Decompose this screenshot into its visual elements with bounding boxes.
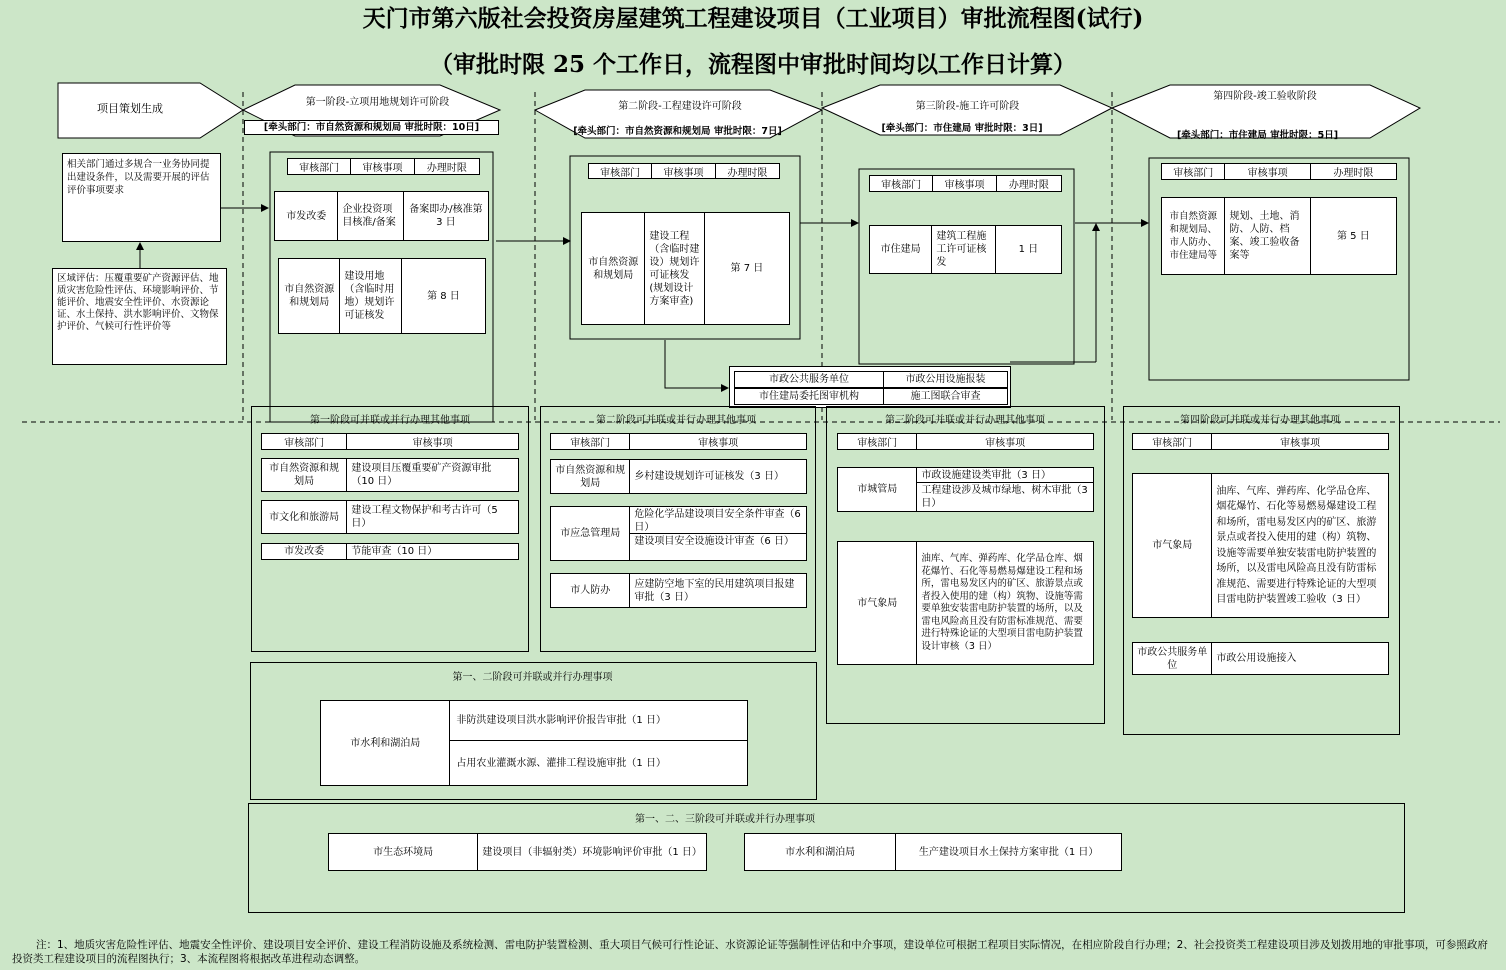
table-row: 市应急管理局 危险化学品建设项目安全条件审查（6 日） 建设项目安全设施设计审查（6 日） — [550, 506, 807, 561]
stage2-name: 第二阶段-工程建设许可阶段 — [618, 101, 742, 112]
table-row: 市自然资源和规划局 乡村建设规划许可证核发（3 日） — [550, 459, 807, 494]
stage1-row: 市自然资源和规划局 建设用地（含临时用地）规划许可证核发 第 8 日 — [278, 258, 486, 334]
stage12-title: 第一、二阶段可并联或并行办理事项 — [452, 672, 613, 683]
table-row: 市城管局 市政设施建设类审批（3 日） 工程建设涉及城市绿地、树木审批（3 日） — [837, 467, 1094, 512]
stage3-row: 市住建局 建筑工程施工许可证核发 1 日 — [869, 225, 1062, 274]
stage4-row: 市自然资源和规划局、市人防办、市住建局等 规划、土地、消防、人防、档案、竣工验收备案等 第 5 日 — [1161, 197, 1397, 275]
footnote: 注：1、地质灾害危险性评估、地震安全性评价、建设项目安全评价、建设工程消防设施及系统检测、雷电防护装置检测、重大项目气候可行性论证、水资源论证等强制性评估和中介事项，建设单位可根据工程项目实际情况，在相应阶段自行办理；2、社会投资类工程建设项目涉及划拨用地的审批事项，可参照政府投资类工程建设项目的流程图执行；3、本流程图将根据改革进程动态调整。 — [12, 939, 1488, 965]
table-row: 市气象局 油库、气库、弹药库、化学品仓库、烟花爆竹、石化等易燃易爆建设工程和场所，雷电易发区内的矿区、旅游景点或者投入使用的建（构）筑物、设施等需要单独安装雷电防护装置的场所，以及雷电风险高且没有防雷标准规范、需要进行特殊论证的大型项目雷电防护装置设计审核（3 日） — [837, 541, 1094, 665]
stage1-row: 市发改委 企业投资项目核准/备案 备案即办/核准第 3 日 — [274, 191, 489, 241]
parallel-panel-4-title: 第四阶段可并联或并行办理其他事项 — [1180, 415, 1340, 426]
stage3-lead: [牵头部门：市住建局 审批时限：3日] — [881, 123, 1043, 134]
stage3-header: 审核部门 审核事项 办理时限 — [869, 175, 1062, 192]
parallel-3-header: 审核部门 审核事项 — [837, 433, 1094, 450]
public-service-box: 市政公共服务单位 市政公用设施报装 市住建局委托图审机构 施工图联合审查 — [729, 366, 1011, 408]
parallel-1-header: 审核部门 审核事项 — [261, 433, 519, 450]
regional-assessment: 区域评估：压覆重要矿产资源评估、地质灾害危险性评估、环境影响评价、节能评价、地震安全性评价、水资源论证、水土保持、洪水影响评价、文物保护评价、气候可行性评价等 — [52, 268, 227, 365]
parallel-panel-2-title: 第二阶段可并联或并行办理其他事项 — [596, 415, 756, 426]
stage3-name: 第三阶段-施工许可阶段 — [915, 101, 1020, 112]
stage2-lead: [牵头部门：市自然资源和规划局 审批时限：7日] — [573, 126, 782, 137]
table-row: 市文化和旅游局 建设工程文物保护和考古许可（5 日） — [261, 500, 519, 534]
parallel-panel-3-title: 第三阶段可并联或并行办理其他事项 — [885, 415, 1045, 426]
stage1-header: 审核部门 审核事项 办理时限 — [287, 158, 480, 175]
table-row: 市政公共服务单位 市政公用设施接入 — [1132, 642, 1389, 675]
table-row: 市水利和湖泊局 生产建设项目水土保持方案审批（1 日） — [744, 833, 1122, 871]
planning-label: 项目策划生成 — [97, 102, 163, 115]
table-row: 市生态环境局 建设项目（非辐射类）环境影响评价审批（1 日） — [328, 833, 707, 871]
table-row: 市自然资源和规划局 建设项目压覆重要矿产资源审批（10 日） — [261, 458, 519, 492]
stage2-header: 审核部门 审核事项 办理时限 — [588, 163, 780, 179]
stage4-name: 第四阶段-竣工验收阶段 — [1213, 91, 1317, 102]
stage2-row: 市自然资源和规划局 建设工程（含临时建设）规划许可证核发(规划设计方案审查) 第 7 日 — [581, 212, 790, 325]
page-subtitle: （审批时限 25 个工作日，流程图中审批时间均以工作日计算） — [429, 51, 1077, 78]
table-row: 市发改委 节能审查（10 日） — [261, 543, 519, 560]
table-row: 市人防办 应建防空地下室的民用建筑项目报建审批（3 日） — [550, 573, 807, 608]
parallel-2-header: 审核部门 审核事项 — [550, 433, 807, 450]
planning-desc: 相关部门通过多规合一业务协同提出建设条件，以及需要开展的评估评价事项要求 — [62, 153, 221, 242]
parallel-panel-1-title: 第一阶段可并联或并行办理其他事项 — [310, 415, 470, 426]
page-title: 天门市第六版社会投资房屋建筑工程建设项目（工业项目）审批流程图(试行) — [362, 5, 1144, 32]
stage123-title: 第一、二、三阶段可并联或并行办理事项 — [635, 814, 815, 825]
parallel-4-header: 审核部门 审核事项 — [1132, 433, 1389, 450]
stage4-lead: [牵头部门：市住建局 审批时限：5日] — [1176, 130, 1339, 141]
table-row: 市水利和湖泊局 非防洪建设项目洪水影响评价报告审批（1 日） 占用农业灌溉水源、灌排工程设施审批（1 日） — [320, 700, 748, 786]
stage4-header: 审核部门 审核事项 办理时限 — [1161, 163, 1397, 180]
stage1-name: 第一阶段-立项用地规划许可阶段 — [305, 97, 450, 108]
stage1-lead: [牵头部门：市自然资源和规划局 审批时限：10日] — [244, 120, 499, 135]
table-row: 市气象局 油库、气库、弹药库、化学品仓库、烟花爆竹、石化等易燃易爆建设工程和场所，雷电易发区内的矿区、旅游景点或者投入使用的建（构）筑物、设施等需要单独安装雷电防护装置的场所，以及雷电风险高且没有防雷标准规范、需要进行特殊论证的大型项目雷电防护装置竣工验收（3 日） — [1132, 473, 1389, 618]
